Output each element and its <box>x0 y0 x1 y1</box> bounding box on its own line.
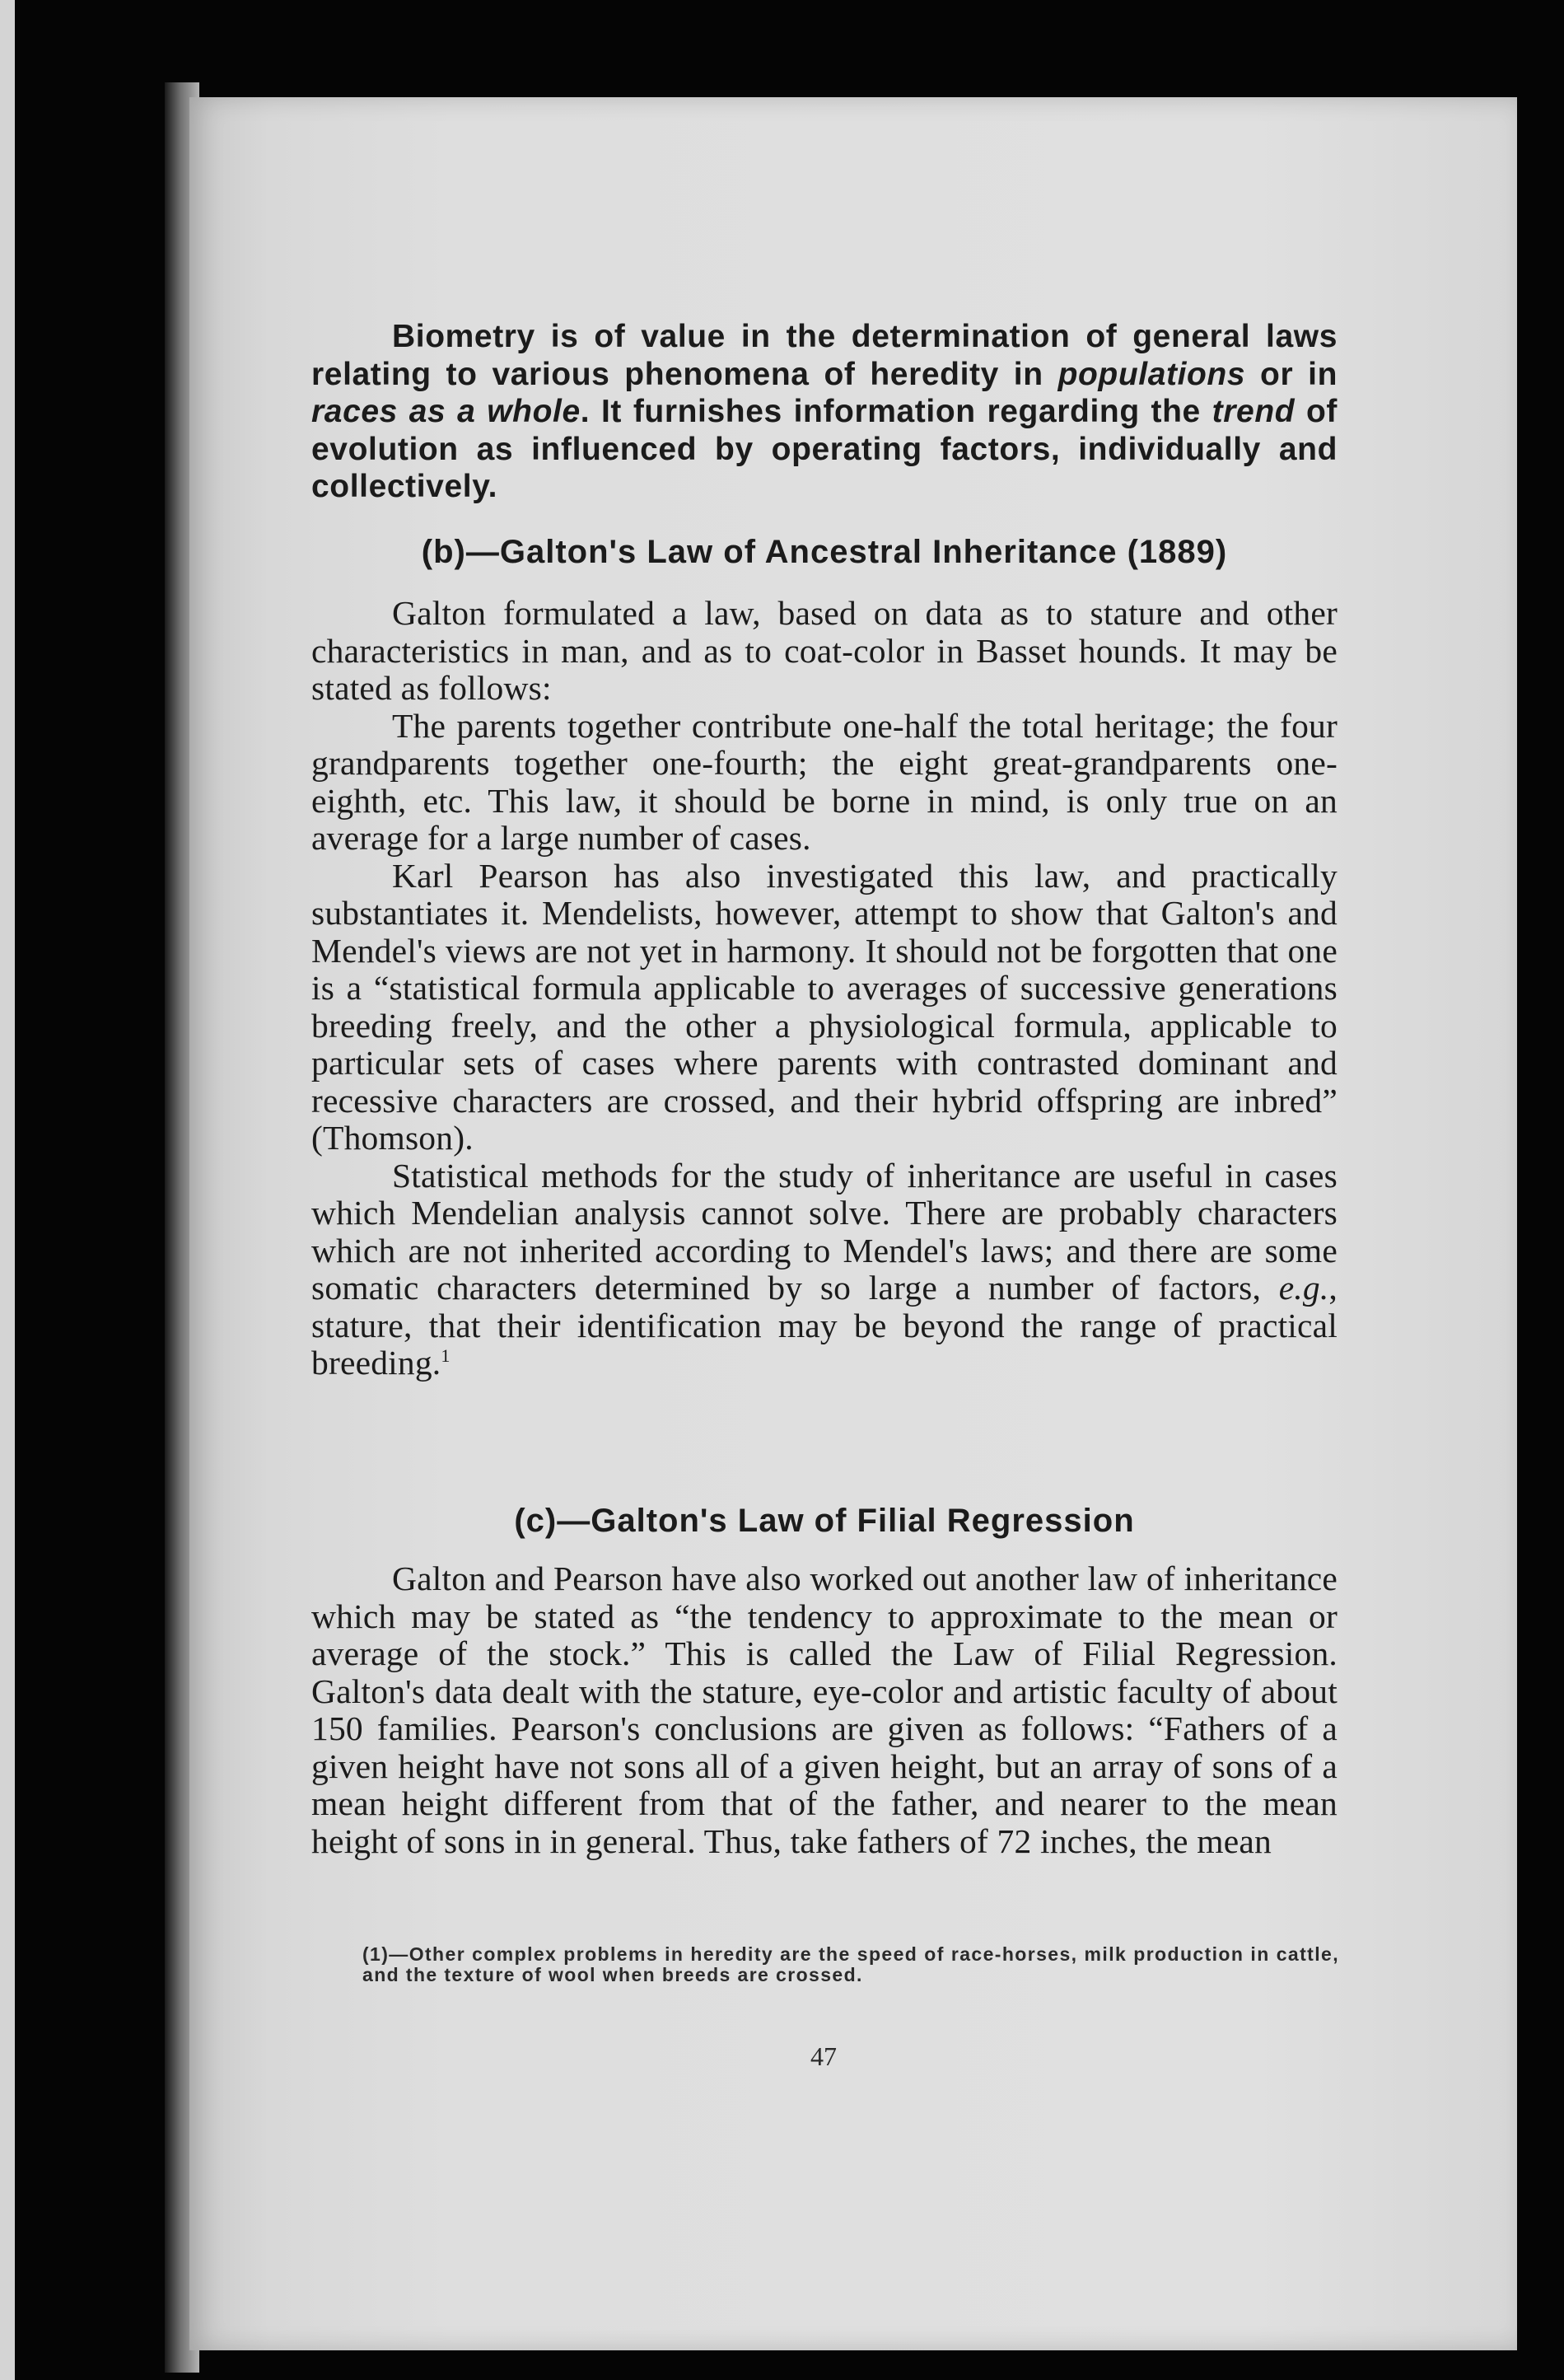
paragraph-statistical-methods <box>311 1157 1338 1382</box>
footnote-reference: 1 <box>441 1345 451 1367</box>
heading-filial-regression: (c)—Galton's Law of Filial Regression <box>514 1503 1135 1539</box>
paragraph-galton-formulated: Galton formulated a law, based on data as to stature and other characteristics in man, and as to coat-color in Basset hounds. It may be stated as follows: <box>311 594 1338 707</box>
paragraph-biometry <box>311 318 1338 506</box>
heading-ancestral-inheritance: (b)—Galton's Law of Ancestral Inheritance (1889) <box>421 534 1228 570</box>
biometry-text-3: . It furnishes information regarding the <box>580 394 1212 429</box>
biometry-text-4: of evolution as influenced by operating factors, individually and collectively. <box>311 394 1338 504</box>
biometry-emphasis-populations: populations <box>1057 356 1246 392</box>
paragraph-regression: Galton and Pearson have also worked out another law of inheritance which may be stated as “the tendency to approximate to the mean or average of the stock.” This is called the Law of Filial Regression. Galton's data dealt with the stature, eye-color and artistic faculty of about 150 families. Pearson's conclusions are given as follows: “Fathers of a given height have not sons all of a given height, but an array of sons of a mean height different from that of the father, and nearer to the mean height of sons in in general. Thus, take fathers of 72 inches, the mean <box>311 1559 1338 1860</box>
page-number: 47 <box>810 2041 837 2071</box>
biometry-text-2: or in <box>1245 356 1338 392</box>
biometry-text-1: Biometry is of value in the determination of general laws relating to various phenomena of heredity in <box>311 319 1338 392</box>
statistical-text-2: , stature, that their identification may be beyond the range of practical breeding. <box>311 1269 1338 1382</box>
adjacent-page-edge <box>0 0 15 2380</box>
footnote: (1)—Other complex problems in heredity are the speed of race-horses, milk production in cattle, and the texture of wool when breeds are crossed. <box>362 1943 1339 1985</box>
biometry-emphasis-trend: trend <box>1212 394 1296 429</box>
paragraph-parents-contribute: The parents together contribute one-half the total heritage; the four grandparents together one-fourth; the eight great-grandparents one-eighth, etc. This law, it should be borne in mind, is only true on an average for a large number of cases. <box>311 706 1338 857</box>
statistical-emphasis-eg: e.g. <box>1278 1269 1329 1307</box>
statistical-text-1: Statistical methods for the study of inheritance are useful in cases which Mendelian analysis cannot solve. There are probably characters which are not inherited according to Mendel's laws; and there are some somatic characters determined by so large a number of factors, <box>311 1156 1338 1307</box>
paragraph-karl-pearson: Karl Pearson has also investigated this law, and practically substantiates it. Mendelists, however, attempt to show that Galton's and Mendel's views are not yet in harmony. It should not be forgotten that one is a “statistical formula applicable to averages of successive generations breeding freely, and the other a physiological formula, applicable to particular sets of cases where parents with contrasted dominant and recessive characters are crossed, and their hybrid offspring are inbred” (Thomson). <box>311 856 1338 1157</box>
section-filial-body <box>311 1560 1338 1860</box>
biometry-emphasis-races: races as a whole <box>311 394 581 429</box>
section-ancestral-body <box>311 595 1338 1382</box>
